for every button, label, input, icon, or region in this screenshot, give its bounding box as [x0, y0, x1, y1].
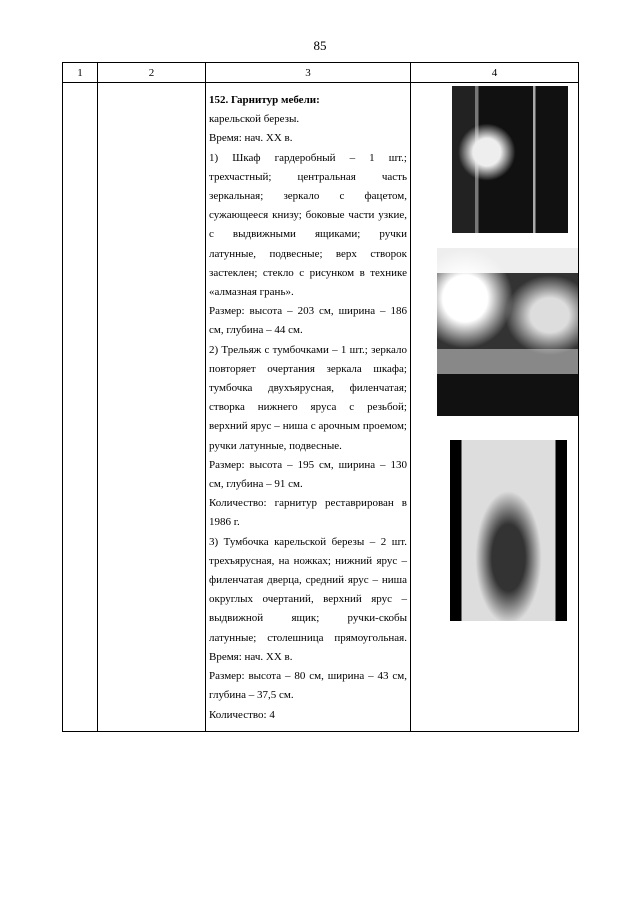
description-line: зеркальная; зеркало с фацетом,	[209, 190, 407, 203]
description-line: сужающееся книзу; боковые части узкие,	[209, 209, 407, 222]
description-line: Размер: высота – 80 см, ширина – 43 см,	[209, 670, 407, 683]
description-line: округлых очертаний, верхний ярус –	[209, 593, 407, 606]
header-col-3: 3	[206, 63, 411, 83]
description-line: Размер: высота – 203 см, ширина – 186	[209, 305, 407, 318]
description-line: Размер: высота – 195 см, ширина – 130	[209, 458, 407, 471]
photo-wardrobe	[452, 86, 568, 233]
description-line: тумбочка двухъярусная, филенчатая;	[209, 382, 407, 395]
description-line: «алмазная грань».	[209, 286, 294, 299]
cell-col-2	[98, 83, 206, 732]
description-line: с выдвижными ящиками; ручки	[209, 228, 407, 241]
page-number: 85	[313, 38, 327, 53]
header-col-1: 1	[63, 63, 98, 83]
description-text	[206, 83, 410, 731]
cell-col-1	[63, 83, 98, 732]
photo-nightstand	[450, 440, 567, 621]
description-line: латунные, подвесные; верх створок	[209, 247, 407, 260]
description-line: 1986 г.	[209, 516, 240, 529]
description-line: Время: нач. XX в.	[209, 132, 293, 145]
description-line: выдвижной ящик; ручки-скобы	[209, 612, 407, 625]
description-line: верхний ярус – ниша с арочным проемом;	[209, 420, 407, 433]
description-line: см, глубина – 91 см.	[209, 478, 303, 491]
description-line: Количество: гарнитур реставрирован в	[209, 497, 407, 510]
description-line: трехъярусная, на ножках; нижний ярус –	[209, 554, 407, 567]
description-line: Время: нач. XX в.	[209, 650, 293, 663]
description-line: глубина – 37,5 см.	[209, 689, 294, 702]
cell-description	[206, 83, 411, 732]
description-line: 3) Тумбочка карельской березы – 2 шт.	[209, 535, 407, 548]
description-line: карельской березы.	[209, 113, 300, 126]
description-line: ручки латунные, подвесные.	[209, 439, 342, 452]
description-line: трехчастный; центральная часть	[209, 170, 407, 183]
description-line: створка нижнего яруса с резьбой;	[209, 401, 407, 414]
description-line: филенчатая дверца, средний ярус – ниша	[209, 574, 407, 587]
photo-dressing-table	[437, 248, 578, 416]
item-title: 152. Гарнитур мебели:	[209, 94, 320, 106]
header-row	[63, 63, 579, 83]
header-col-4: 4	[411, 63, 579, 83]
description-line: 1) Шкаф гардеробный – 1 шт.;	[209, 151, 407, 164]
header-col-2: 2	[98, 63, 206, 83]
description-line: 2) Трельяж с тумбочками – 1 шт.; зеркало	[209, 343, 407, 356]
description-line: см, глубина – 44 см.	[209, 324, 303, 337]
description-line: застеклен; стекло с рисунком в технике	[209, 266, 407, 279]
description-line: повторяет очертания зеркала шкафа;	[209, 362, 407, 375]
description-line: Количество: 4	[209, 708, 275, 721]
description-line: латунные; столешница прямоугольная.	[209, 631, 407, 644]
